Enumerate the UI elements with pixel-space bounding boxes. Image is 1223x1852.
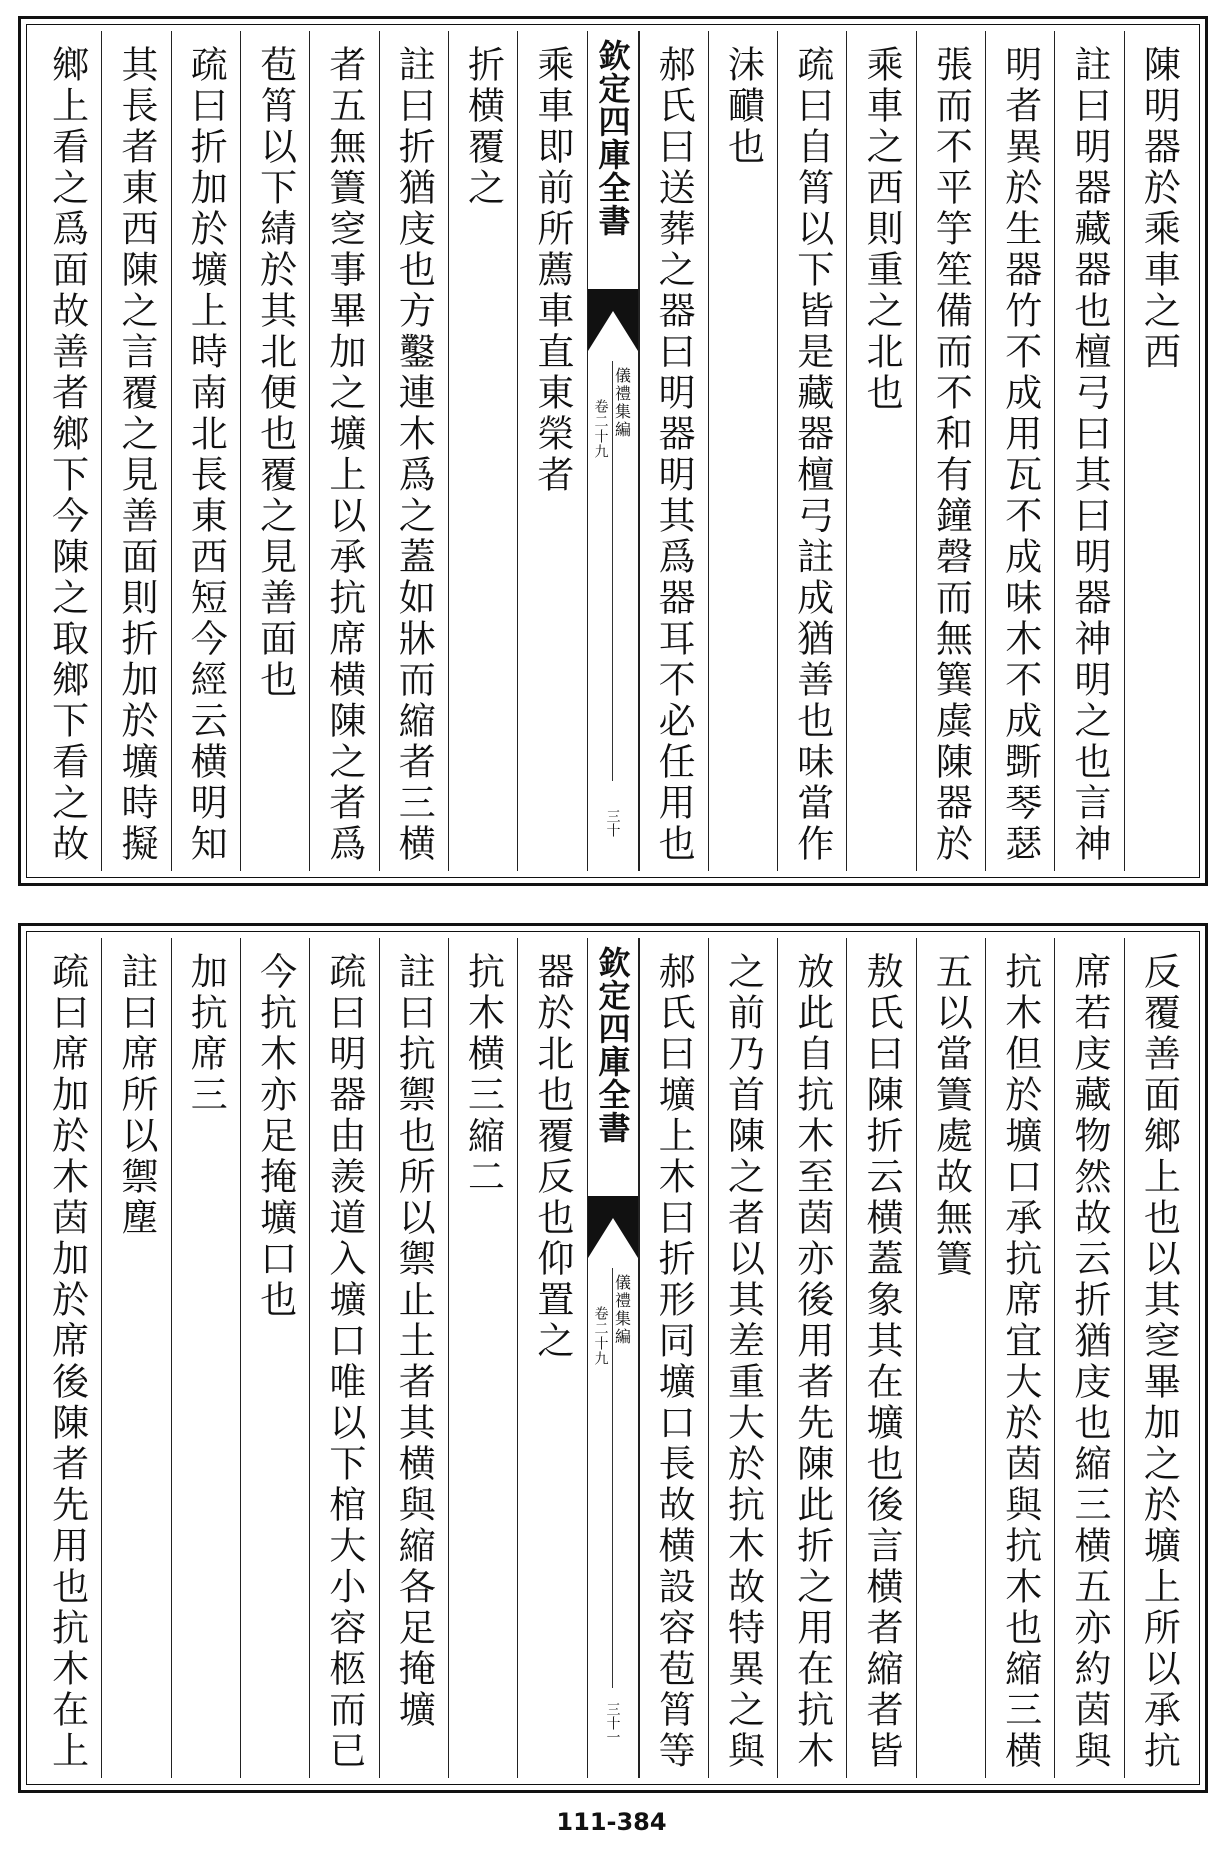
column-text: 郝氏曰壙上木曰折形同壙口長故横設容苞筲等 (652, 952, 696, 1772)
text-column (171, 938, 240, 1778)
column-text: 五以當簀處故無簀 (929, 952, 973, 1280)
text-column (379, 938, 448, 1778)
column-text: 疏曰明器由羨道入壙口唯以下棺大小容柩而已 (322, 952, 366, 1772)
text-column (448, 31, 517, 871)
text-column (101, 31, 170, 871)
text-column (309, 31, 378, 871)
text-column (448, 938, 517, 1778)
text-column (240, 938, 309, 1778)
page-gutter (587, 31, 639, 871)
text-column (517, 938, 586, 1778)
gutter-page-number: 三十 (604, 809, 621, 837)
text-column (517, 31, 586, 871)
column-text: 之前乃首陳之者以其差重大於抗木故特異之與 (721, 952, 765, 1772)
column-text: 今抗木亦足掩壙口也 (253, 952, 297, 1321)
column-text: 張而不平竽笙備而不和有鐘磬而無簨虡陳器於 (929, 45, 973, 865)
column-text: 註曰席所以禦塵 (114, 952, 158, 1239)
text-column (916, 31, 985, 871)
text-columns (33, 31, 1193, 871)
column-text: 陳明器於乘車之西 (1137, 45, 1181, 373)
page-gutter (587, 938, 639, 1778)
gutter-book-title: 儀禮集編 (612, 367, 632, 439)
column-text: 郝氏曰送葬之器曰明器明其爲器耳不必任用也 (652, 45, 696, 865)
column-text: 者五無簀窆事畢加之壙上以承抗席横陳之者爲 (322, 45, 366, 865)
column-text: 疏曰自筲以下皆是藏器檀弓註成猶善也味當作 (790, 45, 834, 865)
text-column (846, 938, 915, 1778)
text-column (985, 31, 1054, 871)
text-column (708, 31, 777, 871)
column-text: 乘車即前所薦車直東榮者 (530, 45, 574, 496)
fish-tail-mark-icon (588, 1196, 638, 1258)
text-column (309, 938, 378, 1778)
column-text: 席若庋藏物然故云折猶庋也縮三横五亦約茵與 (1068, 952, 1112, 1772)
text-column (639, 938, 708, 1778)
text-column (240, 31, 309, 871)
gutter-volume: 卷二十九 (592, 1306, 609, 1366)
page-bottom (18, 923, 1208, 1793)
column-text: 加抗席三 (184, 952, 228, 1116)
column-text: 註曰折猶庋也方鑿連木爲之蓋如牀而縮者三横 (392, 45, 436, 865)
text-column (708, 938, 777, 1778)
gutter-title: 欽定四庫全書 (593, 946, 632, 1144)
fish-tail-mark-icon (588, 289, 638, 351)
column-text: 苞筲以下綪於其北便也覆之見善面也 (253, 45, 297, 701)
column-text: 反覆善面鄉上也以其窆畢加之於壙上所以承抗 (1137, 952, 1181, 1772)
text-column (171, 31, 240, 871)
column-text: 抗木但於壙口承抗席宜大於茵與抗木也縮三横 (998, 952, 1042, 1772)
column-text: 疏曰折加於壙上時南北長東西短今經云横明知 (184, 45, 228, 865)
column-text: 註曰抗禦也所以禦止土者其横與縮各足掩壙 (392, 952, 436, 1731)
column-text: 註曰明器藏器也檀弓曰其曰明器神明之也言神 (1068, 45, 1112, 865)
text-column (33, 31, 101, 871)
gutter-volume: 卷二十九 (592, 399, 609, 459)
page-top (18, 16, 1208, 886)
column-text: 疏曰席加於木茵加於席後陳者先用也抗木在上 (45, 952, 89, 1772)
column-text: 其長者東西陳之言覆之見善面則折加於壙時擬 (114, 45, 158, 865)
column-text: 放此自抗木至茵亦後用者先陳此折之用在抗木 (790, 952, 834, 1772)
column-text: 鄉上看之爲面故善者鄉下今陳之取鄉下看之故 (45, 45, 89, 865)
column-text: 明者異於生器竹不成用瓦不成味木不成斲琴瑟 (998, 45, 1042, 865)
text-column (777, 938, 846, 1778)
column-text: 乘車之西則重之北也 (860, 45, 904, 414)
column-text: 折横覆之 (461, 45, 505, 209)
text-columns (33, 938, 1193, 1778)
gutter-title: 欽定四庫全書 (593, 39, 632, 237)
text-column (846, 31, 915, 871)
text-column (777, 31, 846, 871)
text-column (639, 31, 708, 871)
text-column (1124, 938, 1193, 1778)
text-column (985, 938, 1054, 1778)
folio-number: 111-384 (556, 1808, 667, 1836)
text-column (916, 938, 985, 1778)
text-column (33, 938, 101, 1778)
column-text: 敖氏曰陳折云横蓋象其在壙也後言横者縮者皆 (860, 952, 904, 1772)
text-column (1124, 31, 1193, 871)
column-text: 抗木横三縮二 (461, 952, 505, 1198)
text-column (1054, 31, 1123, 871)
gutter-page-number: 三十一 (604, 1702, 621, 1744)
text-column (1054, 938, 1123, 1778)
column-text: 沬靧也 (721, 45, 765, 168)
text-column (101, 938, 170, 1778)
gutter-book-title: 儀禮集編 (612, 1274, 632, 1346)
column-text: 器於北也覆反也仰置之 (530, 952, 574, 1362)
text-column (379, 31, 448, 871)
